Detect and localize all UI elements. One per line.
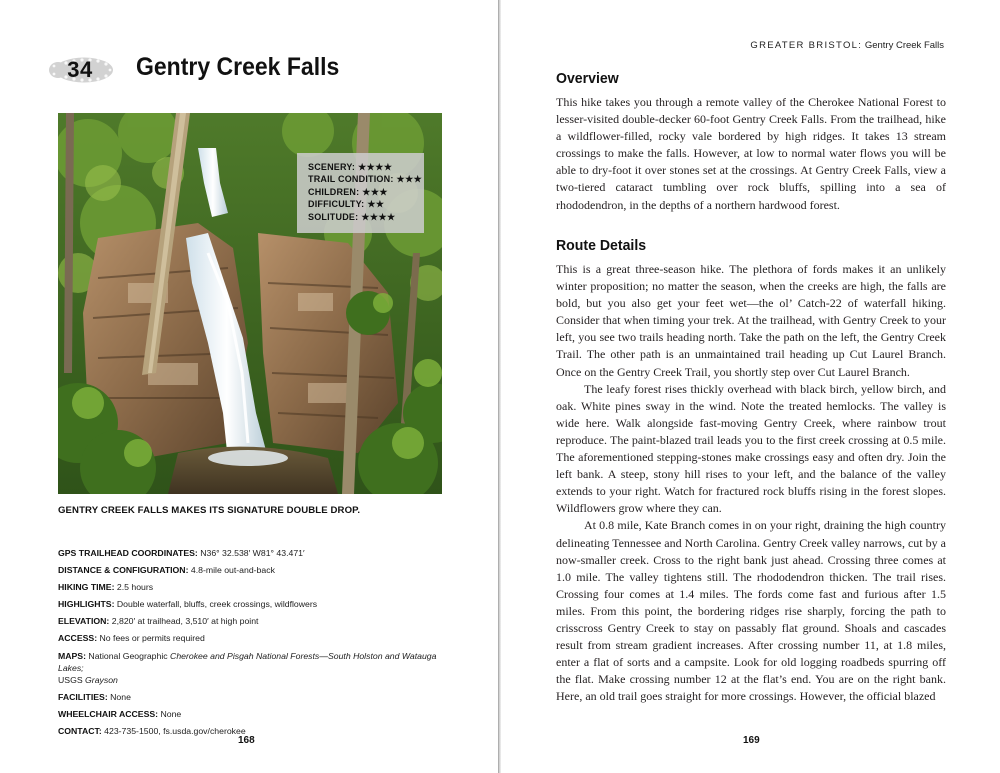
rating-scenery xyxy=(308,161,424,173)
running-head-section: GREATER BRISTOL: xyxy=(750,40,863,51)
info-wheelchair xyxy=(58,708,458,720)
info-label: MAPS: xyxy=(58,650,86,661)
page-number-right: 169 xyxy=(743,735,760,746)
info-facilities xyxy=(58,691,458,703)
overview-text xyxy=(556,94,946,214)
info-label: DISTANCE & CONFIGURATION: xyxy=(58,565,189,576)
info-value: 4.8-mile out-and-back xyxy=(190,565,275,576)
rating-label: SCENERY: xyxy=(308,162,356,172)
rating-label: DIFFICULTY: xyxy=(308,199,365,210)
rating-label: SOLITUDE: xyxy=(308,211,359,222)
hike-info-list xyxy=(58,547,458,742)
info-value: 423-735-1500, fs.usda.gov/cherokee xyxy=(104,725,246,736)
info-label: ACCESS: xyxy=(58,633,98,644)
info-gps xyxy=(58,547,458,559)
info-access xyxy=(58,632,458,644)
info-value xyxy=(58,651,436,685)
rating-stars: ★★★★ xyxy=(361,211,396,222)
rating-label: TRAIL CONDITION: xyxy=(308,174,394,185)
info-highlights xyxy=(58,598,458,610)
route-paragraph: At 0.8 mile, Kate Branch comes in on your right, draining the high country delineating Tennessee and North Carolina. Gentry Creek valley narrows, cut by a now-smaller creek. Cross to the right bank just ahead. Crossing three comes at 1.0 mile. The valley tightens still. The rhododendron thicken. The trail rises. Crossing four comes at 1.4 miles. The fords come fast and furious after 1.5 miles. From this point, the bordering ridges rise sharply, forcing the path to crisscross Gentry Creek to stay on passably flat ground. Shoals and cascades result from stream gradient increases. After crossing number 11, at 1.8 miles, enter a flat of sorts and a campsite. Look for old logging roadbeds spurring off the flat. Make crossing number 12 at the flat’s end. You are on the right bank. Here, an old trail goes straight for more crossings. However, the official blazed xyxy=(556,518,946,704)
maps-usgs: USGS xyxy=(58,674,83,685)
left-page xyxy=(0,0,499,773)
rating-solitude xyxy=(308,211,424,223)
maps-prefix: National Geographic xyxy=(88,650,168,661)
overview-heading: Overview xyxy=(556,70,619,87)
page-number-left: 168 xyxy=(238,735,255,746)
maps-quad: Grayson xyxy=(85,674,118,685)
hike-number-badge xyxy=(46,55,114,85)
info-value: N36° 32.538′ W81° 43.471′ xyxy=(200,548,305,558)
info-value: No fees or permits required xyxy=(99,633,205,644)
rating-stars: ★★ xyxy=(367,199,385,210)
rating-label: CHILDREN: xyxy=(308,186,360,197)
info-maps xyxy=(58,650,458,686)
running-head xyxy=(750,40,944,51)
route-details-text xyxy=(556,261,946,705)
info-label: GPS TRAILHEAD COORDINATES: xyxy=(58,548,198,558)
maps-title: Cherokee and Pisgah National Forests—South Holston and Watauga Lakes; xyxy=(58,650,437,673)
rating-difficulty xyxy=(308,198,424,210)
route-paragraph: The leafy forest rises thickly overhead with black birch, yellow birch, and oak. White pines sway in the wind. Note the treated hemlocks. The valley is wide here. Walk alongside fast-moving Gentry Creek, where rainbow trout reproduce. The paint-blazed trail leads you to the first creek crossing at 0.5 mile. The aforementioned stepping-stones make crossings easy and often dry. Join the left bank. A steep, stony hill rises to your left, and the balance of the valley extends to your right. Watch for fractured rock bluffs rising in the forest slopes. Wildflowers grow where they can. xyxy=(556,381,946,516)
info-distance xyxy=(58,564,458,576)
info-label: CONTACT: xyxy=(58,725,102,736)
info-value: 2.5 hours xyxy=(116,582,154,593)
rating-stars: ★★★★ xyxy=(358,162,393,172)
rating-trail-condition xyxy=(308,173,424,185)
info-value: 2,820′ at trailhead, 3,510′ at high point xyxy=(111,616,259,627)
hike-number: 34 xyxy=(67,57,93,82)
info-value: Double waterfall, bluffs, creek crossings, wildflowers xyxy=(116,599,318,610)
info-hiking-time xyxy=(58,581,458,593)
rating-children xyxy=(308,186,424,198)
info-value: None xyxy=(160,708,182,719)
overview-paragraph: This hike takes you through a remote valley of the Cherokee National Forest to lesser-visited double-decker 60-foot Gentry Creek Falls. From the trailhead, hike a wildflower-filled, rocky vale bordered by high ridges. It takes 13 stream crossings to make the falls. However, at low to normal water flows you will be able to dry-foot it over stones set at the crossings. At Gentry Creek Falls, view a two-tiered cataract tumbling over rock bluffs, spilling into a sea of rhododendron, in the depths of a northern hardwood forest. xyxy=(556,95,946,212)
info-label: HIGHLIGHTS: xyxy=(58,599,115,610)
right-page xyxy=(501,0,1000,773)
running-head-title: Gentry Creek Falls xyxy=(864,40,944,51)
info-value: None xyxy=(110,691,131,702)
route-details-heading: Route Details xyxy=(556,237,647,254)
hike-title: Gentry Creek Falls xyxy=(136,53,340,81)
rating-stars: ★★★ xyxy=(396,174,423,185)
info-contact xyxy=(58,725,458,737)
route-paragraph: This is a great three-season hike. The plethora of fords makes it an unlikely winter proposition; no matter the season, when the creeks are high, the falls are bold, but you also get your feet wet—the ol’ Catch-22 of waterfall hiking. Consider that when timing your trek. At the trailhead, with Gentry Creek to your left, you see two trails heading north. Take the path on the left, the Gentry Creek Trail. The other path is an unmaintained trail heading up Cut Laurel Branch. Once on the Gentry Creek Trail, you shortly step over Cut Laurel Branch. xyxy=(556,262,946,379)
info-label: WHEELCHAIR ACCESS: xyxy=(58,708,159,719)
rating-stars: ★★★ xyxy=(362,186,389,197)
photo-caption: GENTRY CREEK FALLS MAKES ITS SIGNATURE DOUBLE DROP. xyxy=(58,505,361,516)
ratings-box xyxy=(297,153,424,233)
info-label: HIKING TIME: xyxy=(58,582,115,593)
info-elevation xyxy=(58,615,458,627)
info-label: ELEVATION: xyxy=(58,616,110,627)
info-label: FACILITIES: xyxy=(58,691,108,702)
